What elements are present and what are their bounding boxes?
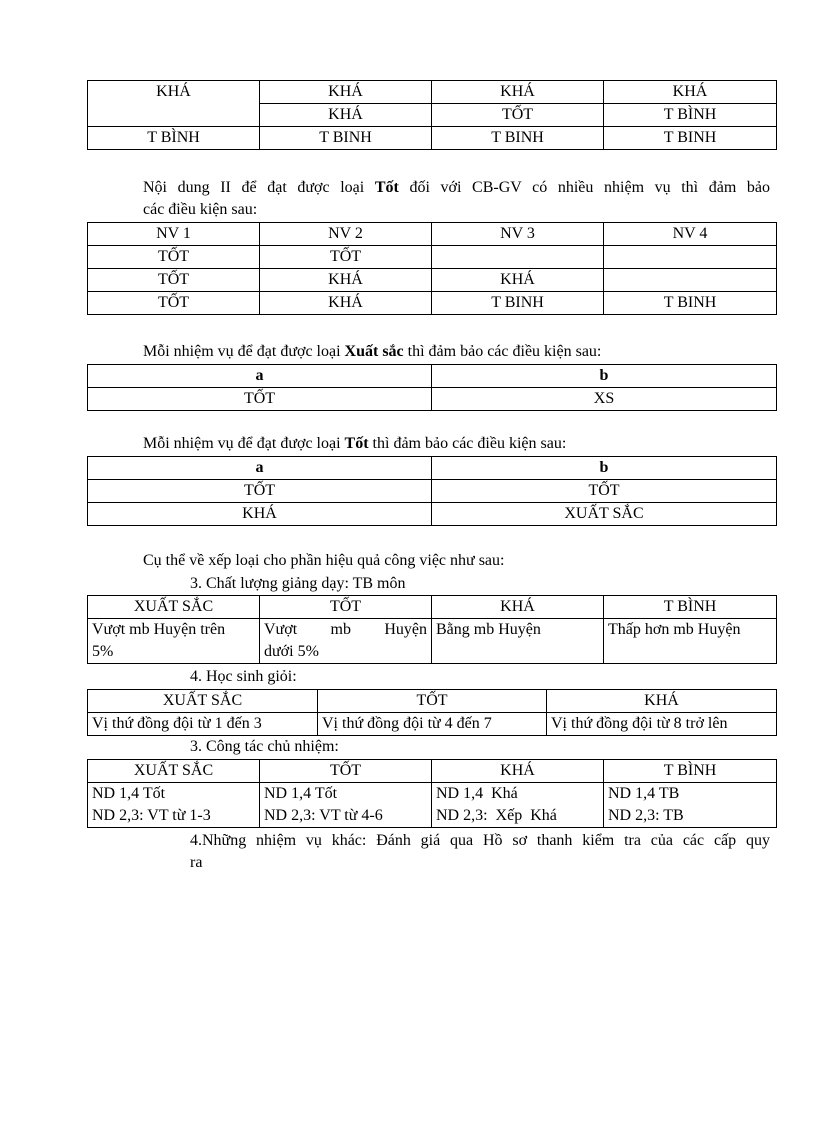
table-header-row [88, 223, 777, 246]
table-header-row [88, 457, 777, 480]
table-cell: TỐT [88, 246, 260, 269]
table-cell: T BINH [432, 127, 604, 150]
table-cell: XUẤT SẮC [432, 503, 777, 526]
table-cell: ND 1,4 Tốt ND 2,3: VT từ 1-3 [88, 783, 260, 828]
table-header-cell: XUẤT SẮC [88, 596, 260, 619]
table-cell: KHÁ [604, 81, 777, 104]
table-cell: T BINH [604, 292, 777, 315]
table-header-cell: TỐT [260, 760, 432, 783]
paragraph-tot: Mỗi nhiệm vụ để đạt được loại Tốt thì đảm bảo các điều kiện sau: [143, 435, 567, 452]
table-cell: TỐT [432, 480, 777, 503]
table-cell: T BÌNH [88, 127, 260, 150]
table-header-cell: NV 1 [88, 223, 260, 246]
table-row [88, 480, 777, 503]
table-cell: TỐT [88, 480, 432, 503]
table-cell: Vượt mb Huyện dưới 5% [260, 619, 432, 664]
table-header-cell: b [432, 365, 777, 388]
table-nv [87, 222, 777, 315]
table-header-cell: NV 3 [432, 223, 604, 246]
table-row [88, 292, 777, 315]
table-header-cell: b [432, 457, 777, 480]
table-header-cell: NV 2 [260, 223, 432, 246]
table-header-row [88, 690, 777, 713]
paragraph-nd2-line2: các điều kiện sau: [143, 201, 258, 218]
table-header-cell: T BÌNH [604, 596, 777, 619]
table-cell: Vị thứ đồng đội từ 4 đến 7 [318, 713, 547, 736]
table-header-cell: a [88, 365, 432, 388]
table-row [88, 246, 777, 269]
table-header-cell: KHÁ [432, 596, 604, 619]
table-tot [87, 456, 777, 526]
table-cell: KHÁ [260, 104, 432, 127]
table-cell [604, 246, 777, 269]
table-header-cell: T BÌNH [604, 760, 777, 783]
section-cong-tac-chu-nhiem: 3. Công tác chủ nhiệm: [190, 738, 339, 755]
table-cell: Vị thứ đồng đội từ 8 trở lên [547, 713, 777, 736]
table-cell: KHÁ [260, 269, 432, 292]
table-row [88, 713, 777, 736]
table-cell: T BINH [260, 127, 432, 150]
table-cell: Vị thứ đồng đội từ 1 đến 3 [88, 713, 318, 736]
table-cell: Thấp hơn mb Huyện [604, 619, 777, 664]
table-cell [432, 246, 604, 269]
table-cell: ND 1,4 Khá ND 2,3: Xếp Khá [432, 783, 604, 828]
section-chat-luong-giang-day: 3. Chất lượng giảng dạy: TB môn [190, 575, 406, 592]
paragraph-xuat-sac: Mỗi nhiệm vụ để đạt được loại Xuất sắc thì đảm bảo các điều kiện sau: [143, 343, 602, 360]
table-row [88, 619, 777, 664]
table-cell: ND 1,4 TB ND 2,3: TB [604, 783, 777, 828]
table-cell: KHÁ [88, 81, 260, 127]
table-cell [604, 269, 777, 292]
table-header-row [88, 365, 777, 388]
table-row [88, 127, 777, 150]
table-cell: Bằng mb Huyện [432, 619, 604, 664]
table-header-cell: KHÁ [547, 690, 777, 713]
table-cell: KHÁ [88, 503, 432, 526]
paragraph-nd2-line1: Nội dung II để đạt được loại Tốt đối với CB-GV có nhiều nhiệm vụ thì đảm bảo [143, 179, 771, 196]
paragraph-nhiem-vu-khac-line1: 4.Những nhiệm vụ khác: Đánh giá qua Hồ sơ thanh kiểm tra của các cấp quy [190, 832, 770, 849]
table-cell: KHÁ [260, 81, 432, 104]
table-summary [87, 80, 777, 150]
table-header-cell: XUẤT SẮC [88, 690, 318, 713]
table-chu-nhiem [87, 759, 777, 828]
table-header-cell: XUẤT SẮC [88, 760, 260, 783]
paragraph-cu-the: Cụ thể về xếp loại cho phần hiệu quả công việc như sau: [143, 552, 505, 569]
table-row [88, 269, 777, 292]
table-cell: TỐT [88, 269, 260, 292]
table-row [88, 81, 777, 104]
table-header-cell: TỐT [318, 690, 547, 713]
table-header-row [88, 596, 777, 619]
table-cell: TỐT [260, 246, 432, 269]
table-cell: ND 1,4 Tốt ND 2,3: VT từ 4-6 [260, 783, 432, 828]
table-cell: T BINH [604, 127, 777, 150]
table-cell: Vượt mb Huyện trên 5% [88, 619, 260, 664]
table-cell: KHÁ [260, 292, 432, 315]
table-cell: T BINH [432, 292, 604, 315]
paragraph-nhiem-vu-khac-line2: ra [190, 854, 203, 871]
table-cell: TỐT [88, 388, 432, 411]
table-row [88, 503, 777, 526]
table-header-cell: a [88, 457, 432, 480]
table-cell: TỐT [88, 292, 260, 315]
table-header-row [88, 760, 777, 783]
table-row [88, 388, 777, 411]
table-cell: KHÁ [432, 269, 604, 292]
table-row [88, 783, 777, 828]
table-chat-luong [87, 595, 777, 664]
table-xuat-sac [87, 364, 777, 411]
table-hoc-sinh-gioi [87, 689, 777, 736]
table-header-cell: NV 4 [604, 223, 777, 246]
table-cell: KHÁ [432, 81, 604, 104]
table-header-cell: TỐT [260, 596, 432, 619]
table-cell: XS [432, 388, 777, 411]
table-header-cell: KHÁ [432, 760, 604, 783]
table-cell: T BÌNH [604, 104, 777, 127]
section-hoc-sinh-gioi: 4. Học sinh giỏi: [190, 668, 297, 685]
table-cell: TỐT [432, 104, 604, 127]
